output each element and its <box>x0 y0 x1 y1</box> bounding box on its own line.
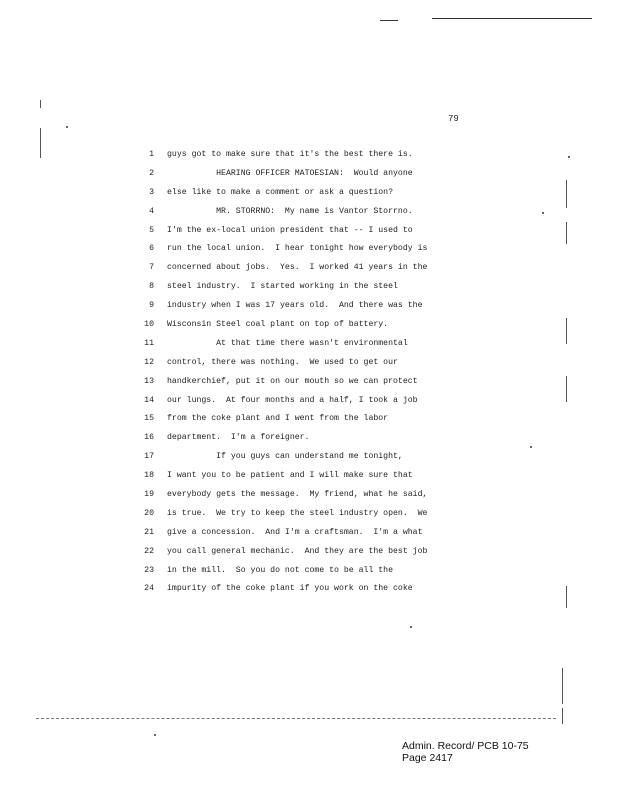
transcript-line <box>140 300 440 319</box>
scan-edge-mark <box>566 318 567 344</box>
transcript-line <box>140 470 440 489</box>
line-number: 23 <box>144 565 154 575</box>
transcript-line <box>140 262 440 281</box>
admin-record-label: Admin. Record/ PCB 10-75 <box>402 740 529 752</box>
scan-speck <box>410 626 412 628</box>
scan-top-rule <box>432 18 592 19</box>
transcript-line <box>140 583 440 602</box>
line-number: 7 <box>149 263 154 273</box>
line-text: I want you to be patient and I will make sure that <box>167 471 413 481</box>
transcript-line <box>140 395 440 414</box>
line-text: steel industry. I started working in the steel <box>167 282 398 292</box>
line-text: HEARING OFFICER MATOESIAN: Would anyone <box>167 168 413 178</box>
line-text: else like to make a comment or ask a question? <box>167 187 394 197</box>
line-number: 21 <box>144 527 154 537</box>
line-number: 14 <box>144 395 154 405</box>
line-number: 18 <box>144 471 154 481</box>
line-number: 2 <box>149 168 154 178</box>
line-text: control, there was nothing. We used to get our <box>167 357 398 367</box>
transcript-line <box>140 376 440 395</box>
scan-speck <box>542 212 544 214</box>
line-text: run the local union. I hear tonight how everybody is <box>167 244 428 254</box>
admin-record-stamp <box>402 740 529 764</box>
transcript-line <box>140 338 440 357</box>
line-number: 4 <box>149 206 154 216</box>
transcript-lines <box>140 149 440 602</box>
line-number: 5 <box>149 225 154 235</box>
line-text: guys got to make sure that it's the best there is. <box>167 150 413 159</box>
scan-edge-mark <box>562 668 563 704</box>
scan-edge-mark <box>566 376 567 402</box>
line-number: 17 <box>144 452 154 462</box>
line-text: MR. STORRNO: My name is Vantor Storrno. <box>167 206 413 216</box>
line-text: handkerchief, put it on our mouth so we can protect <box>167 376 418 386</box>
scan-speck <box>66 126 68 128</box>
line-number: 22 <box>144 546 154 556</box>
scan-speck <box>568 156 570 158</box>
scan-edge-mark <box>566 180 567 208</box>
line-number: 9 <box>149 301 154 311</box>
line-number: 13 <box>144 376 154 386</box>
scan-edge-mark <box>566 222 567 244</box>
scan-edge-mark <box>562 708 563 724</box>
transcript-line <box>140 451 440 470</box>
transcript-line <box>140 413 440 432</box>
line-text: Wisconsin Steel coal plant on top of battery. <box>167 320 389 330</box>
line-text: I'm the ex-local union president that -- I used to <box>167 225 413 235</box>
transcript-line <box>140 243 440 262</box>
line-text: impurity of the coke plant if you work on the coke <box>167 584 413 594</box>
line-text: our lungs. At four months and a half, I took a job <box>167 395 418 405</box>
line-number: 24 <box>144 584 154 594</box>
scan-edge-mark <box>566 586 567 608</box>
line-number: 20 <box>144 508 154 518</box>
transcript-line <box>140 527 440 546</box>
line-text: you call general mechanic. And they are the best job <box>167 546 428 556</box>
line-number: 8 <box>149 282 154 292</box>
transcript-line <box>140 432 440 451</box>
line-text: is true. We try to keep the steel industry open. We <box>167 508 428 518</box>
line-number: 10 <box>144 320 154 330</box>
line-text: department. I'm a foreigner. <box>167 433 310 443</box>
scan-edge-mark <box>40 128 41 158</box>
transcript-line <box>140 206 440 225</box>
scan-rule-mark <box>380 20 398 21</box>
line-text: industry when I was 17 years old. And there was the <box>167 301 423 311</box>
transcript-line <box>140 281 440 300</box>
line-text: everybody gets the message. My friend, what he said, <box>167 490 428 500</box>
transcript-line <box>140 357 440 376</box>
transcript-line <box>140 319 440 338</box>
line-number: 11 <box>144 338 154 348</box>
scan-speck <box>530 446 532 448</box>
scan-speck <box>154 734 156 736</box>
transcript-line <box>140 149 440 168</box>
line-number: 15 <box>144 414 154 424</box>
line-text: If you guys can understand me tonight, <box>167 452 403 462</box>
scan-edge-mark <box>40 100 41 108</box>
line-number: 6 <box>149 244 154 254</box>
line-number: 19 <box>144 490 154 500</box>
transcript-line <box>140 187 440 206</box>
line-number: 16 <box>144 433 154 443</box>
line-number: 3 <box>149 187 154 197</box>
line-text: in the mill. So you do not come to be all the <box>167 565 394 575</box>
transcript-line <box>140 546 440 565</box>
line-text: give a concession. And I'm a craftsman. I'm a what <box>167 527 423 537</box>
page-number: 79 <box>448 114 459 124</box>
line-number: 12 <box>144 357 154 367</box>
transcript-line <box>140 489 440 508</box>
line-number: 1 <box>149 150 154 159</box>
transcript-line <box>140 565 440 584</box>
line-text: concerned about jobs. Yes. I worked 41 years in the <box>167 263 428 273</box>
scan-bottom-dashes <box>36 718 556 719</box>
transcript-line <box>140 508 440 527</box>
admin-record-page: Page 2417 <box>402 752 453 764</box>
line-text: At that time there wasn't environmental <box>167 338 408 348</box>
transcript-line <box>140 168 440 187</box>
line-text: from the coke plant and I went from the labor <box>167 414 389 424</box>
transcript-line <box>140 225 440 244</box>
